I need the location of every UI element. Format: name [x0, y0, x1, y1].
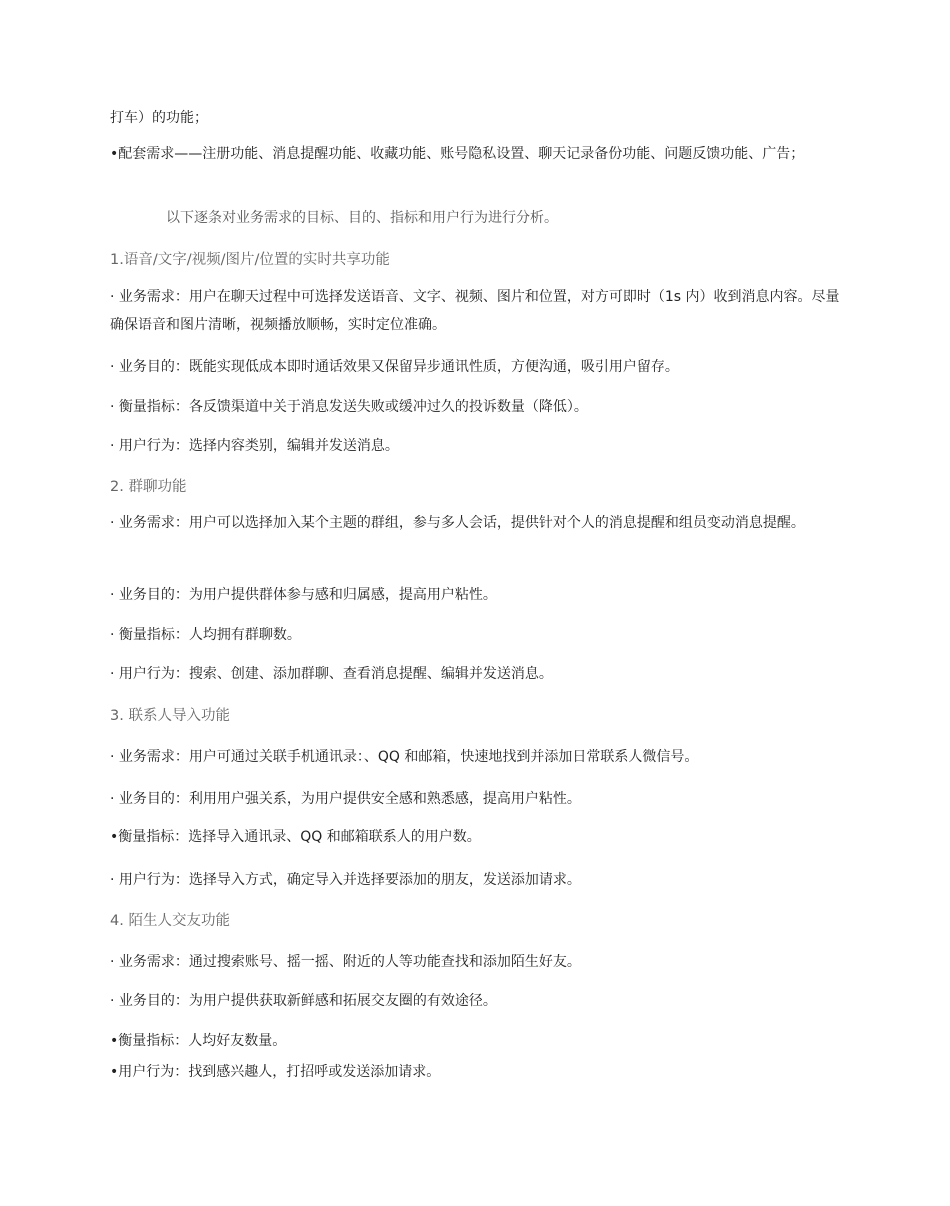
measurement-metric: •衡量指标：人均好友数量。	[110, 1033, 287, 1049]
business-requirement: · 业务需求：通过搜索账号、摇一摇、附近的人等功能查找和添加陌生好友。	[110, 954, 581, 970]
section-title: 3. 联系人导入功能	[110, 708, 230, 724]
business-requirement: · 业务需求：用户可以选择加入某个主题的群组，参与多人会话，提供针对个人的消息提醒和组员变动消息提醒。	[110, 515, 805, 531]
business-purpose: · 业务目的：利用用户强关系，为用户提供安全感和熟悉感，提高用户粘性。	[110, 791, 581, 807]
measurement-metric: · 衡量指标：人均拥有群聊数。	[110, 627, 301, 643]
section-title: 1.语音/文字/视频/图片/位置的实时共享功能	[110, 252, 390, 268]
measurement-metric: •衡量指标：选择导入通讯录、QQ 和邮箱联系人的用户数。	[110, 829, 481, 845]
measurement-metric: · 衡量指标：各反馈渠道中关于消息发送失败或缓冲过久的投诉数量（降低）。	[110, 399, 588, 415]
business-requirement: · 业务需求：用户在聊天过程中可选择发送语音、文字、视频、图片和位置，对方可即时（1s 内）收到消息内容。尽量确保语音和图片清晰，视频播放顺畅，实时定位准确。	[110, 289, 840, 333]
user-behavior: · 用户行为：选择内容类别，编辑并发送消息。	[110, 438, 399, 454]
business-purpose: · 业务目的：为用户提供获取新鲜感和拓展交友圈的有效途径。	[110, 993, 497, 1009]
section-title: 2. 群聊功能	[110, 479, 187, 495]
user-behavior: · 用户行为：选择导入方式，确定导入并选择要添加的朋友，发送添加请求。	[110, 872, 581, 888]
user-behavior: · 用户行为：搜索、创建、添加群聊、查看消息提醒、编辑并发送消息。	[110, 666, 553, 682]
analysis-intro: 以下逐条对业务需求的目标、目的、指标和用户行为进行分析。	[166, 210, 558, 226]
user-behavior: •用户行为：找到感兴趣人，打招呼或发送添加请求。	[110, 1064, 441, 1080]
business-purpose: · 业务目的：既能实现低成本即时通话效果又保留异步通讯性质，方便沟通，吸引用户留存。	[110, 359, 679, 375]
support-requirements: •配套需求——注册功能、消息提醒功能、收藏功能、账号隐私设置、聊天记录备份功能、问题反馈功能、广告；	[110, 146, 805, 162]
business-requirement: · 业务需求：用户可通过关联手机通讯录：、QQ 和邮箱，快速地找到并添加日常联系人微信号。	[110, 749, 699, 765]
section-title: 4. 陌生人交友功能	[110, 913, 230, 929]
business-purpose: · 业务目的：为用户提供群体参与感和归属感，提高用户粘性。	[110, 587, 497, 603]
continued-line: 打车）的功能；	[110, 110, 208, 126]
